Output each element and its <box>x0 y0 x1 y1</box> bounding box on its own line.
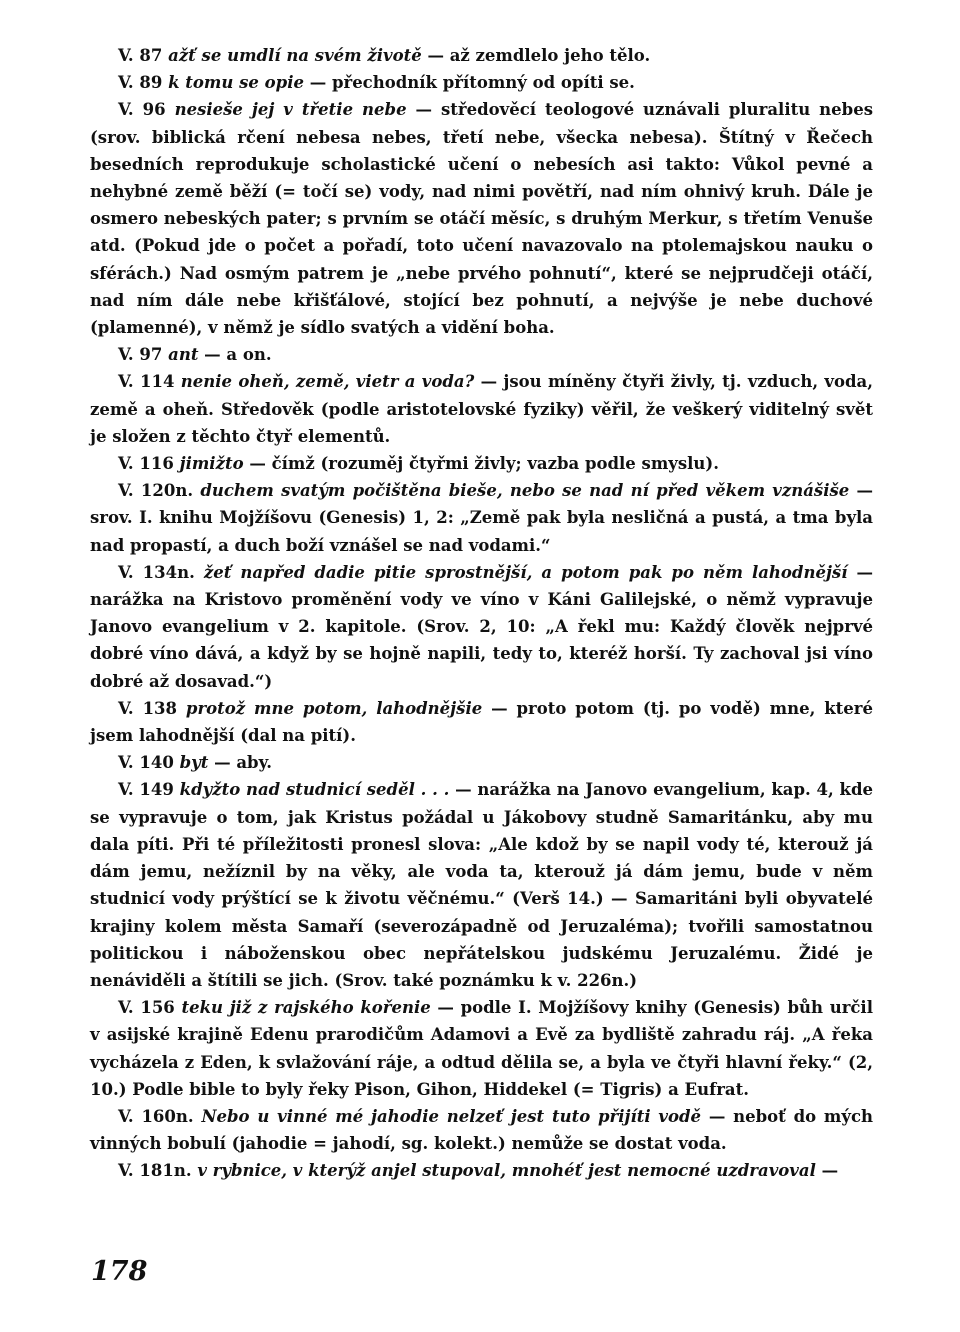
verse-reference: V. 116 <box>118 454 174 474</box>
verse-reference: V. 89 <box>118 73 163 93</box>
commentary-notes <box>90 42 873 1185</box>
verse-reference: V. 138 <box>118 698 178 718</box>
note-explanation: — srov. I. knihu Mojžíšovu (Genesis) 1, 2: „Země pak byla nesličná a pustá, a tma byla nad propastí, a duch boží vznášel se nad vodami.“ <box>90 481 873 555</box>
commentary-note <box>90 695 873 749</box>
commentary-note <box>90 994 873 1103</box>
commentary-note <box>90 368 873 450</box>
verse-reference: V. 156 <box>118 998 175 1018</box>
quoted-lemma: žeť napřed dadie pitie sprostnější, a potom pak po něm lahodnější <box>203 562 848 582</box>
commentary-note <box>90 1157 873 1184</box>
commentary-note <box>90 1103 873 1157</box>
commentary-note <box>90 69 873 96</box>
commentary-note <box>90 477 873 559</box>
commentary-note <box>90 96 873 341</box>
quoted-lemma: byt <box>179 753 209 773</box>
note-explanation: — až zemdlelo jeho tělo. <box>421 46 651 65</box>
verse-reference: V. 87 <box>118 46 163 65</box>
note-explanation: — aby. <box>208 753 273 773</box>
verse-reference: V. 97 <box>118 345 163 365</box>
verse-reference: V. 160n. <box>118 1106 194 1126</box>
commentary-note <box>90 450 873 477</box>
quoted-lemma: kdyžto nad studnicí seděl . . . <box>179 780 450 800</box>
quoted-lemma: ažť se umdlí na svém životě <box>168 46 422 65</box>
commentary-note <box>90 341 873 368</box>
quoted-lemma: duchem svatým počištěna bieše, nebo se nad ní před věkem vznášiše <box>200 481 850 501</box>
quoted-lemma: Nebo u vinné mé jahodie nelzeť jest tuto přijíti vodě <box>201 1106 702 1126</box>
note-explanation: — a on. <box>198 345 272 365</box>
quoted-lemma: protož mne potom, lahodnějšie <box>185 698 483 718</box>
quoted-lemma: ant <box>168 345 199 365</box>
commentary-note <box>90 749 873 776</box>
commentary-note <box>90 42 873 69</box>
page-number: 178 <box>91 1256 148 1287</box>
quoted-lemma: k tomu se opie <box>168 73 304 93</box>
verse-reference: V. 96 <box>118 100 166 120</box>
quoted-lemma: nesieše jej v třetie nebe <box>174 100 407 120</box>
note-explanation: — jsou míněny čtyři živly, tj. vzduch, voda, země a oheň. Středověk (podle aristotelovské fyziky) věřil, že veškerý viditelný svět je složen z těchto čtyř elementů. <box>90 372 873 446</box>
note-explanation: — narážka na Kristovo proměnění vody ve víno v Káni Galilejské, o němž vypravuje Janovo evangelium v 2. kapitole. (Srov. 2, 10: „A řekl mu: Každý člověk nejprvé dobré víno dává, a když by se hojně napili, tedy to, kteréž horší. Ty zachoval jsi víno dobré až dosavad.“) <box>90 562 874 691</box>
note-explanation: — neboť do mých vinných bobulí (jahodie = jahodí, sg. kolekt.) nemůže se dostat voda. <box>90 1106 873 1154</box>
quoted-lemma: teku již z rajského kořenie <box>181 998 431 1018</box>
verse-reference: V. 134n. <box>118 562 195 582</box>
quoted-lemma: jimižto <box>179 454 244 474</box>
note-explanation: — středověcí teologové uznávali pluralitu nebes (srov. biblická rčení nebesa nebes, třetí nebe, všecka nebesa). Štítný v Řečech besedních reprodukuje scholastické učení o nebesích asi takto: Vůkol pevné a nehybné země běží (= točí se) vody, nad nimi povětří, nad ním ohnivý kruh. Dále je osmero nebeských pater; s prvním se otáčí měsíc, s druhým Merkur, s třetím Venuše atd. (Pokud jde o počet a pořadí, toto učení navazovalo na ptolemajskou nauku o sférách.) Nad osmým patrem je „nebe prvého pohnutí“, které se nejprudčeji otáčí, nad ním dále nebe křišťálové, stojící bez pohnutí, a nejvýše je nebe duchové (plamenné), v němž je sídlo svatých a vidění boha. <box>90 100 874 338</box>
commentary-note <box>90 776 873 994</box>
note-explanation: — přechodník přítomný od opíti se. <box>303 73 635 93</box>
note-explanation: — podle I. Mojžíšovy knihy (Genesis) bůh určil v asijské krajině Edenu prarodičům Adamovi a Evě za bydliště zahradu ráj. „A řeka vycházela z Eden, k svlažování ráje, a odtud dělila se, a byla ve čtyři hlavní řeky.“ (2, 10.) Podle bible to byly řeky Pison, Gihon, Hiddekel (= Tigris) a Eufrat. <box>90 998 873 1099</box>
verse-reference: V. 140 <box>118 753 174 773</box>
commentary-note <box>90 559 873 695</box>
verse-reference: V. 114 <box>118 372 175 392</box>
note-explanation: — narážka na Janovo evangelium, kap. 4, kde se vypravuje o tom, jak Kristus požádal u Jákobovy studně Samaritánku, aby mu dala píti. Při té příležitosti pronesl slova: „Ale kdož by se napil vody té, kterouž já dám jemu, nežíznil by na věky, ale voda ta, kterouž já dám jemu, bude v něm studnicí vody prýštící se k životu věčnému.“ (Verš 14.) — Samaritáni byli obyvatelé krajiny kolem města Samaří (severozápadně od Jeruzaléma); tvořili samostatnou politickou i náboženskou obec nepřátelskou judskému Jeruzalému. Židé je nenáviděli a štítili se jich. (Srov. také poznámku k v. 226n.) <box>90 780 874 990</box>
note-explanation: — čímž (rozuměj čtyřmi živly; vazba podle smyslu). <box>243 454 719 474</box>
note-explanation: — <box>815 1161 839 1181</box>
verse-reference: V. 149 <box>118 780 174 800</box>
verse-reference: V. 120n. <box>118 481 194 501</box>
note-explanation: — proto potom (tj. po vodě) mne, které jsem lahodnější (dal na pití). <box>90 698 873 746</box>
quoted-lemma: nenie oheň, země, vietr a voda? <box>180 372 475 392</box>
verse-reference: V. 181n. <box>118 1161 192 1181</box>
quoted-lemma: v rybnice, v kterýž anjel stupoval, mnohéť jest nemocné uzdravoval <box>197 1161 816 1181</box>
